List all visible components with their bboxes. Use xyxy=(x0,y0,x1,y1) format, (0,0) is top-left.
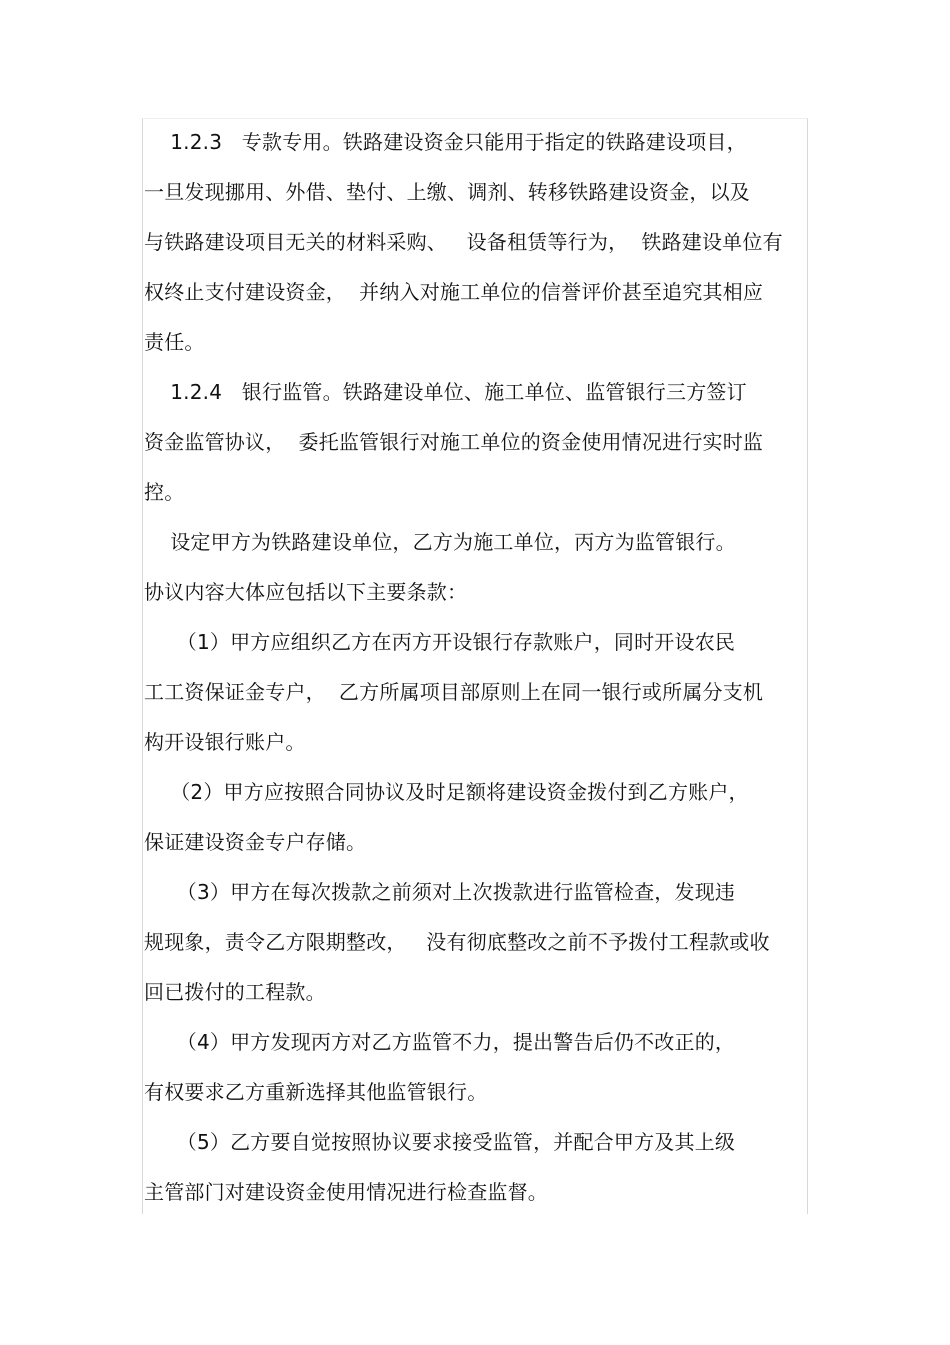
text-line: 保证建设资金专户存储。 xyxy=(144,830,367,854)
text-line: 设定甲方为铁路建设单位，乙方为施工单位，丙方为监管银行。 xyxy=(144,530,736,554)
text-line: 回已拨付的工程款。 xyxy=(144,980,326,1004)
text-line: 权终止支付建设资金， 并纳入对施工单位的信誉评价甚至追究其相应 xyxy=(144,280,764,304)
text-line: 与铁路建设项目无关的材料采购、 设备租赁等行为， 铁路建设单位有 xyxy=(144,230,783,254)
text-line: （2）甲方应按照合同协议及时足额将建设资金拨付到乙方账户， xyxy=(144,780,749,804)
text-line: （3）甲方在每次拨款之前须对上次拨款进行监管检查，发现违 xyxy=(144,880,736,904)
text-line: 1.2.3 专款专用。铁路建设资金只能用于指定的铁路建设项目， xyxy=(144,130,747,154)
text-line: （4）甲方发现丙方对乙方监管不力，提出警告后仍不改正的， xyxy=(144,1030,736,1054)
text-line: 有权要求乙方重新选择其他监管银行。 xyxy=(144,1080,488,1104)
text-line: 一旦发现挪用、外借、垫付、上缴、调剂、转移铁路建设资金，以及 xyxy=(144,180,750,204)
text-line: 控。 xyxy=(144,480,185,504)
text-line: 1.2.4 银行监管。铁路建设单位、施工单位、监管银行三方签订 xyxy=(144,380,747,404)
text-line: 规现象，责令乙方限期整改， 没有彻底整改之前不予拨付工程款或收 xyxy=(144,930,770,954)
text-line: 工工资保证金专户， 乙方所属项目部原则上在同一银行或所属分支机 xyxy=(144,680,764,704)
text-line: 主管部门对建设资金使用情况进行检查监督。 xyxy=(144,1180,548,1204)
text-line: 协议内容大体应包括以下主要条款： xyxy=(144,580,468,604)
text-line: （5）乙方要自觉按照协议要求接受监管，并配合甲方及其上级 xyxy=(144,1130,736,1154)
text-line: 资金监管协议， 委托监管银行对施工单位的资金使用情况进行实时监 xyxy=(144,430,764,454)
text-line: 构开设银行账户。 xyxy=(144,730,306,754)
text-line: 责任。 xyxy=(144,330,205,354)
text-line: （1）甲方应组织乙方在丙方开设银行存款账户，同时开设农民 xyxy=(144,630,736,654)
